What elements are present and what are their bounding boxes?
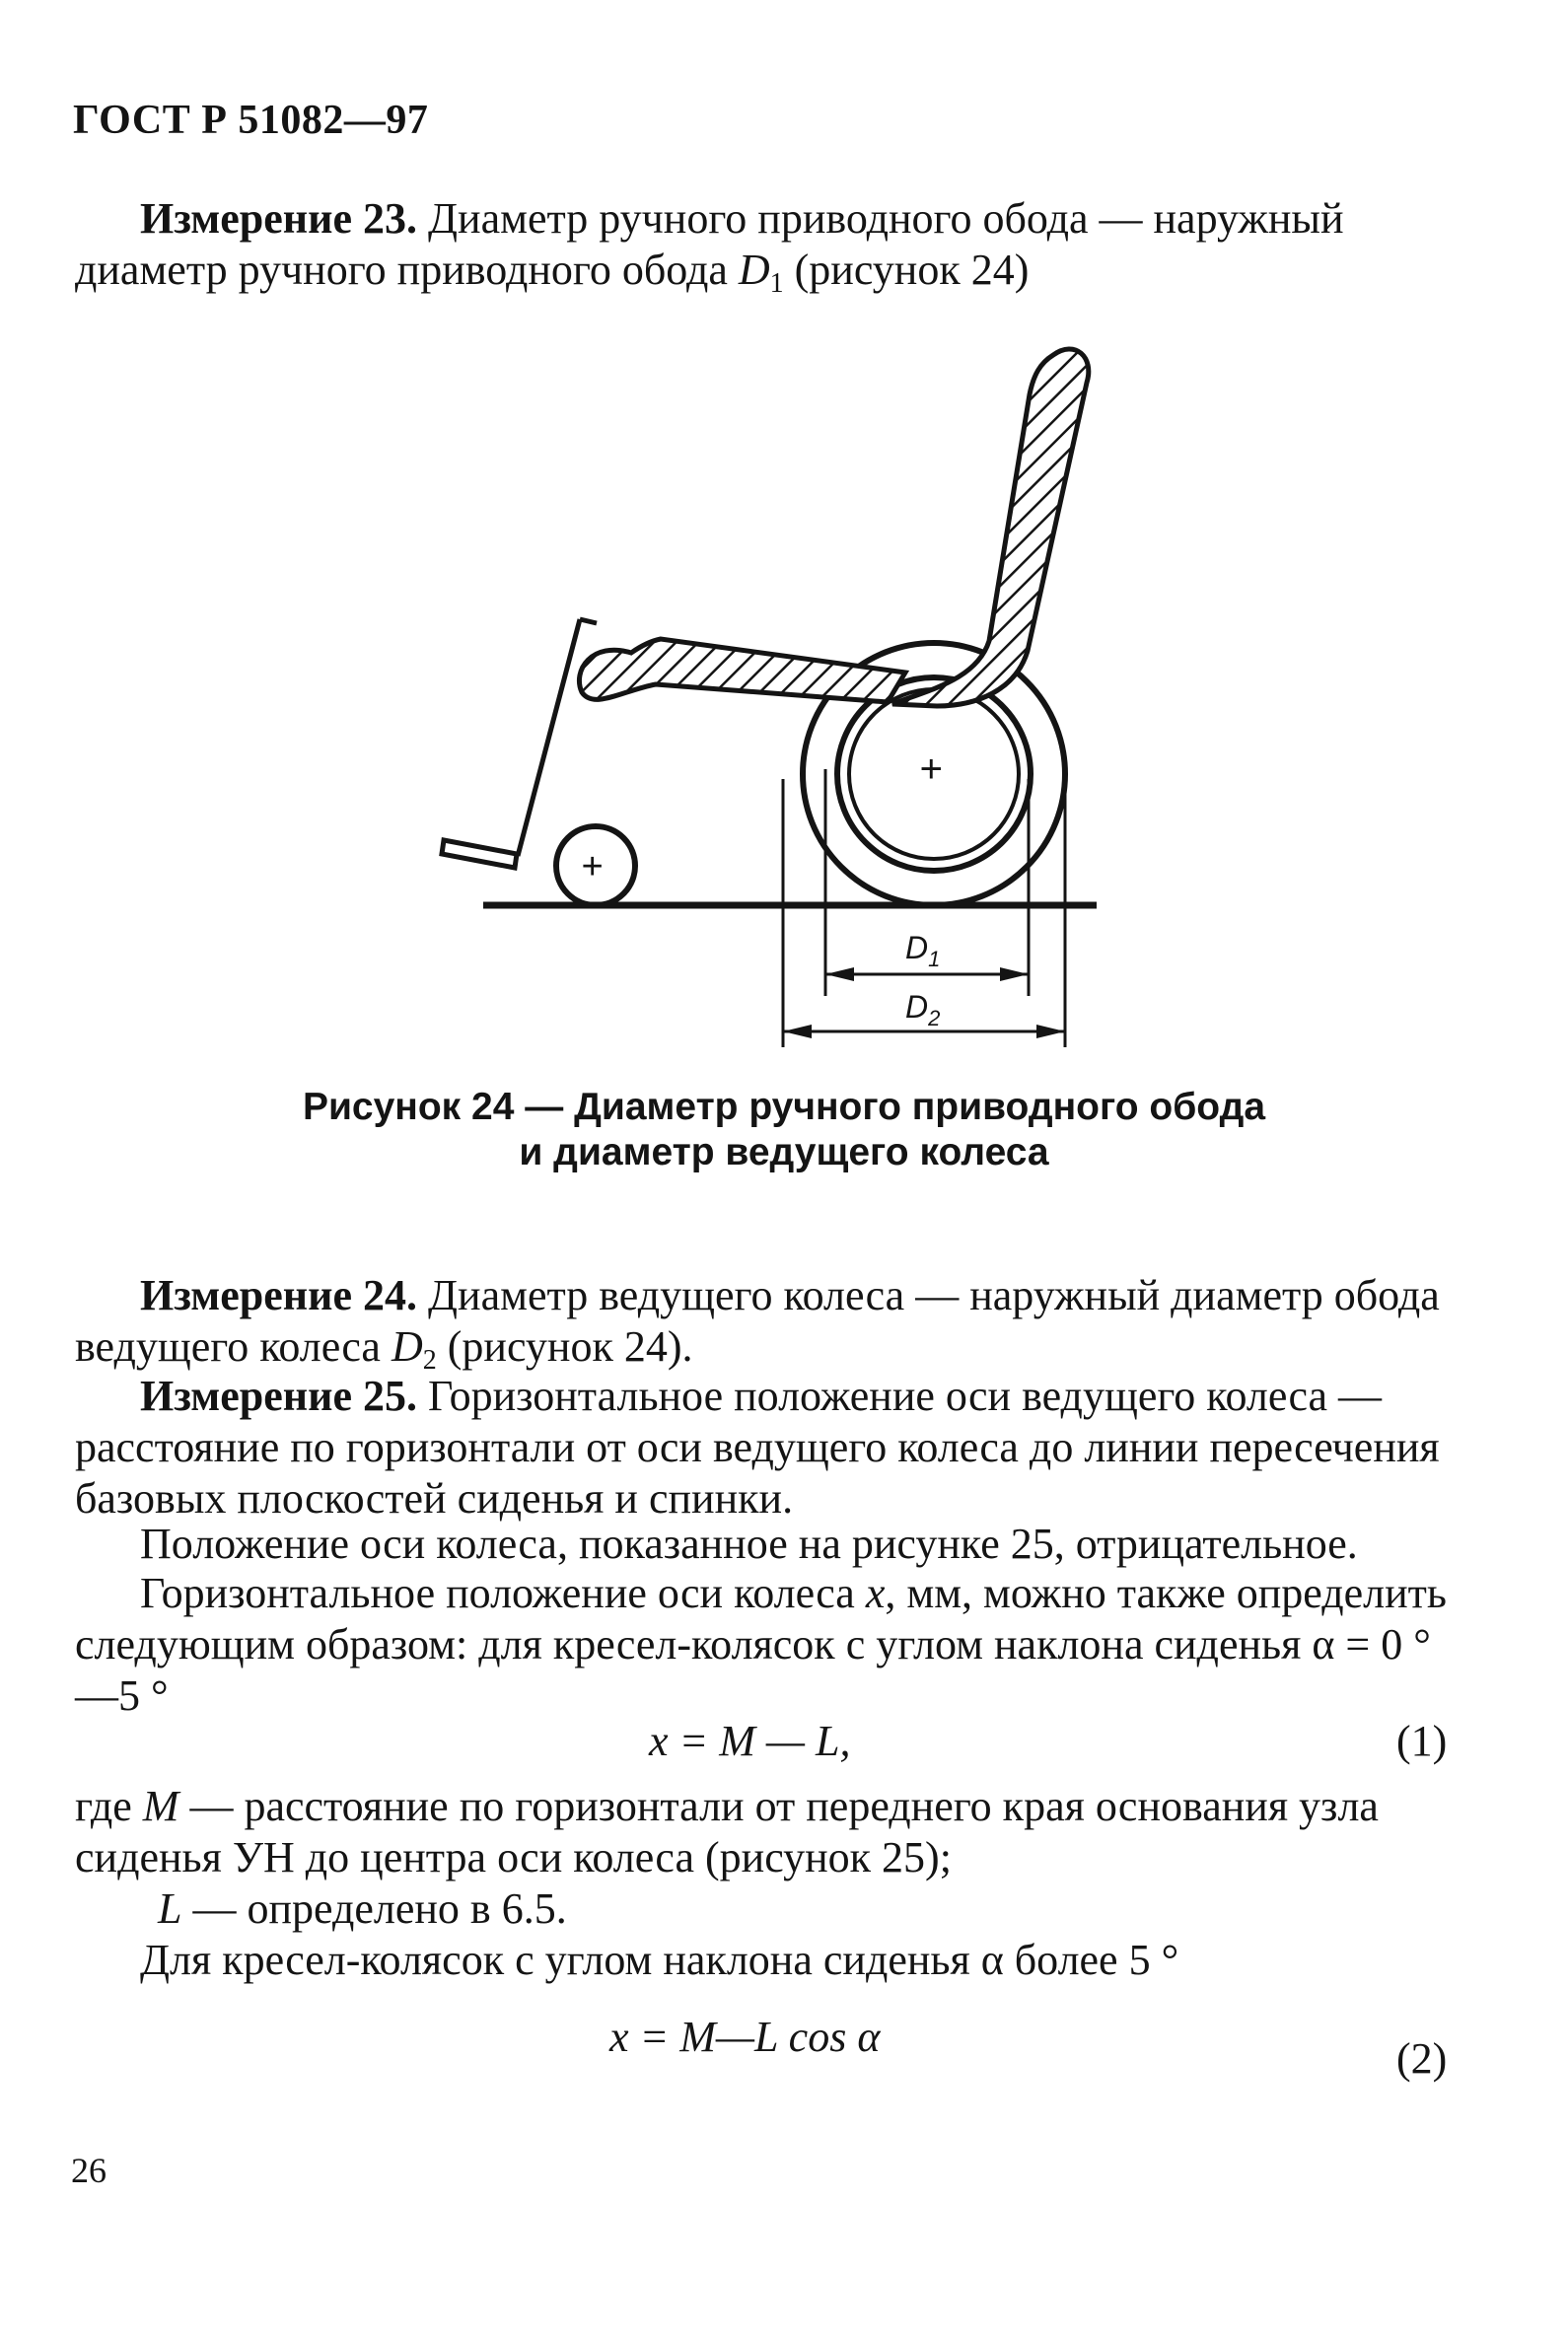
formula-2: x = M—L cos α — [609, 2013, 881, 2061]
caption-line-2: и диаметр ведущего колеса — [519, 1131, 1049, 1173]
backrest-section — [892, 349, 1089, 706]
where-m-text: — расстояние по горизонтали от переднего края основания узла сиденья УН до центра оси колеса (рисунок 25); — [75, 1782, 1379, 1881]
caster-wheel-center-plus: + — [581, 846, 604, 887]
caption-line-1: Рисунок 24 — Диаметр ручного приводного обода — [302, 1086, 1266, 1128]
where-m-line — [75, 1781, 1456, 1883]
seat-section — [579, 639, 905, 702]
axis-position-text: Положение оси колеса, показанное на рисунке 25, отрицательное. — [140, 1520, 1358, 1568]
figure-24-caption — [0, 1085, 1568, 1175]
leg-support — [518, 619, 580, 856]
x-symbol: x — [865, 1569, 886, 1617]
d2-label: $D_2$ — [905, 989, 941, 1030]
more-than-5-paragraph — [75, 1935, 1456, 1986]
leg-support-top — [580, 619, 597, 623]
measurement-24-ref: (рисунок 24). — [436, 1322, 693, 1371]
measurement-25-paragraph — [75, 1371, 1456, 1525]
measurement-23-symbol: D — [738, 246, 770, 294]
page-number: 26 — [71, 2151, 107, 2190]
measurement-23-text: Диаметр ручного приводного обода — наружный диаметр ручного приводного обода — [75, 194, 1344, 294]
d1-label: $D_1$ — [905, 930, 941, 971]
measurement-23-ref: (рисунок 24) — [783, 246, 1030, 294]
axis-position-paragraph — [75, 1519, 1456, 1570]
where-l-text: — определено в 6.5. — [181, 1884, 567, 1933]
measurement-24-paragraph — [75, 1270, 1456, 1376]
more-than-5-text: Для кресел-колясок с углом наклона сиденья α более 5 ° — [140, 1936, 1179, 1984]
m-symbol: M — [142, 1782, 179, 1830]
footrest — [442, 840, 517, 868]
l-symbol: L — [158, 1884, 182, 1933]
horizontal-position-text-1: Горизонтальное положение оси колеса — [140, 1569, 866, 1617]
measurement-24-symbol: D — [391, 1322, 423, 1371]
where-l-line — [158, 1883, 567, 1935]
where-prefix: где — [75, 1782, 143, 1830]
measurement-25-text: Горизонтальное положение оси ведущего колеса — расстояние по горизонтали от оси ведущего колеса до линии пересечения базовых плоскостей сиденья и спинки. — [75, 1372, 1440, 1523]
document-header: ГОСТ Р 51082—97 — [73, 98, 429, 143]
measurement-23-label: Измерение 23. — [140, 194, 418, 243]
horizontal-position-paragraph — [75, 1568, 1456, 1722]
measurement-25-label: Измерение 25. — [140, 1372, 418, 1420]
figure-24-drawing — [0, 0, 1568, 1085]
measurement-24-text: Диаметр ведущего колеса — наружный диаметр обода ведущего колеса — [75, 1271, 1440, 1371]
formula-1-number: (1) — [1396, 1717, 1448, 1765]
formula-1: x = M — L, — [649, 1717, 851, 1765]
measurement-24-subscript: 2 — [422, 1345, 437, 1376]
measurement-23-subscript: 1 — [769, 268, 784, 299]
horizontal-position-text-2: , мм, можно также определить следующим образом: для кресел-колясок с углом наклона сиденья α = 0 °—5 ° — [75, 1569, 1447, 1720]
formula-2-number: (2) — [1396, 2034, 1448, 2083]
drive-wheel-center-plus: + — [919, 747, 943, 791]
measurement-24-label: Измерение 24. — [140, 1271, 418, 1319]
